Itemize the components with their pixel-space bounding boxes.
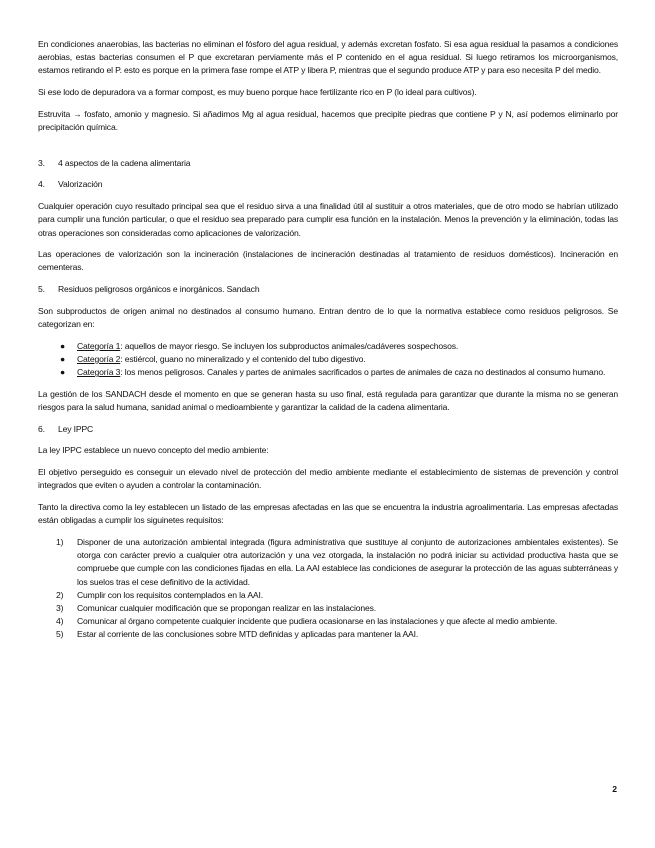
section-number: 5. (38, 284, 45, 295)
item-text: Disponer de una autorización ambiental integrada (figura administrativa que sustituye al conjunto de autorizaciones ambientales existentes). Se otorga con carácter previo a cualquier otra autorización y una vez otorgada, la instalación no podrá iniciar su actividad productiva hasta que se compruebe que cumple con las condiciones fijadas en ella. La AAI establece las condiciones de asegurar la protección de las aguas subterráneas y los suelos tras el cese definitivo de la actividad. (77, 536, 618, 587)
category-label: Categoría 3 (77, 367, 121, 378)
item-text: Comunicar al órgano competente cualquier incidente que pudiera ocasionarse en las instalaciones y que afecte al medio ambiente. (77, 616, 558, 627)
section-number: 3. (38, 157, 45, 168)
list-item (56, 628, 618, 641)
paragraph-sandach-management: La gestión de los SANDACH desde el momento en que se generan hasta su uso final, está regulada para garantizar que durante la misma no se generan riesgos para la salud humana, sanidad animal o medioambiente y garantizar la calidad de la cadena alimentaria. (38, 388, 618, 413)
list-item (56, 536, 618, 589)
requirements-list (38, 536, 618, 642)
document-page (38, 38, 618, 642)
category-text: : estiércol, guano no mineralizado y el contenido del tubo digestivo. (120, 353, 366, 364)
section-number: 4. (38, 179, 45, 190)
page-number: 2 (612, 784, 617, 794)
section-title: Valorización (58, 179, 103, 190)
item-text: Cumplir con los requisitos contemplados en la AAI. (77, 589, 263, 600)
category-text: : aquellos de mayor riesgo. Se incluyen los subproductos animales/cadáveres sospechosos. (120, 340, 459, 351)
item-number: 2) (56, 589, 64, 600)
category-list (38, 340, 618, 380)
category-label: Categoría 2 (77, 353, 121, 364)
paragraph-ippc-companies: Tanto la directiva como la ley establecen un listado de las empresas afectadas en las que se encuentra la industria agroalimentaria. Las empresas afectadas están obligadas a cumplir los siguinetes requisitos: (38, 502, 618, 526)
paragraph-valorization-definition: Cualquier operación cuyo resultado principal sea que el residuo sirva a una finalidad útil al sustituir a otros materiales, que de otro modo se habrían utilizado para cumplir una función particular, o que el residuo sea preparado para cumplir esa función en la instalación. Menos la prevención y la eliminación, todas las otras operaciones son consideradas como aplicaciones de valorización. (38, 201, 618, 238)
paragraph-ippc-concept: La ley IPPC establece un nuevo concepto del medio ambiente: (38, 445, 269, 456)
paragraph-sandach-intro: Son subproductos de origen animal no destinados al consumo humano. Entran dentro de lo que la normativa establece como residuos peligrosos. Se categorizan en: (38, 305, 618, 330)
category-text: : los menos peligrosos. Canales y partes de animales sacrificados o partes de animales de caza no destinados al consumo humano. (120, 367, 606, 378)
bullet-icon: ● (60, 367, 66, 378)
list-item (56, 602, 618, 615)
paragraph-valorization-operations: Las operaciones de valorización son la incineración (instalaciones de incineración destinadas al tratamiento de residuos domésticos). Incineración en cementeras. (38, 249, 618, 273)
bullet-icon: ● (60, 340, 66, 351)
list-item (60, 340, 618, 353)
list-item (56, 615, 618, 628)
item-text: Comunicar cualquier modificación que se propongan realizar en las instalaciones. (77, 603, 376, 613)
section-title: 4 aspectos de la cadena alimentaria (58, 157, 191, 168)
item-number: 4) (56, 616, 64, 627)
list-item (60, 366, 618, 379)
item-number: 5) (56, 629, 64, 640)
section-title: Residuos peligrosos orgánicos e inorgánicos. Sandach (58, 284, 260, 295)
item-text: Estar al corriente de las conclusiones sobre MTD definidas y aplicadas para mantener la AAI. (77, 629, 419, 640)
item-number: 1) (56, 536, 64, 547)
bullet-icon: ● (60, 353, 66, 364)
paragraph-compost: Si ese lodo de depuradora va a formar compost, es muy bueno porque hace fertilizante rico en P (lo ideal para cultivos). (38, 87, 477, 98)
section-title: Ley IPPC (58, 423, 94, 434)
paragraph-ippc-objective: El objetivo perseguido es conseguir un elevado nivel de protección del medio ambiente mediante el establecimiento de sistemas de prevención y control integrados que eviten o ayuden a controlar la contaminación. (38, 467, 618, 491)
category-label: Categoría 1 (77, 340, 121, 351)
section-number: 6. (38, 423, 45, 434)
paragraph-struvite: Estruvita → fosfato, amonio y magnesio. Si añadimos Mg al agua residual, hacemos que precipite piedras que contiene P y N, así podemos eliminarlo por precipitación química. (38, 108, 618, 133)
paragraph-anaerobic: En condiciones anaerobias, las bacterias no eliminan el fósforo del agua residual, y además excretan fosfato. Si esa agua residual la pasamos a condiciones aerobias, estas bacterias consumen el P que excretaran perviamente más el P contenido en el agua residual. Si luego retiramos los microorganismos, estamos retirando el P. esto es porque en la primera fase rompe el ATP y libera P, mientras que el segundo produce ATP y para eso necesita P del medio. (38, 39, 618, 76)
section-5-heading (38, 283, 618, 296)
list-item (60, 353, 618, 366)
section-3-heading (38, 157, 618, 170)
section-4-heading (38, 178, 618, 191)
list-item (56, 589, 618, 602)
section-6-heading (38, 423, 618, 436)
item-number: 3) (56, 603, 64, 613)
